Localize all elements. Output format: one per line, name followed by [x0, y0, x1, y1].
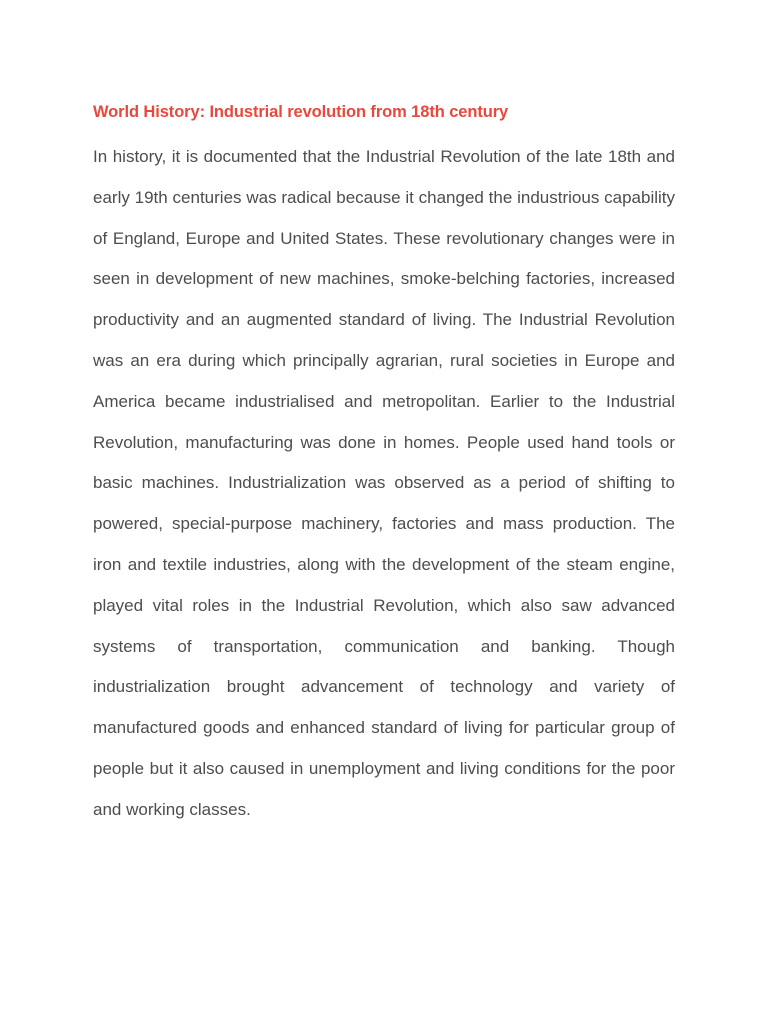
document-body-paragraph: In history, it is documented that the Industrial Revolution of the late 18th and early 19th centuries was radical because it changed the industrious capability of England, Europe and United States. These revolutionary changes were in seen in development of new machines, smoke-belching factories, increased productivity and an augmented standard of living. The Industrial Revolution was an era during which principally agrarian, rural societies in Europe and America became industrialised and metropolitan. Earlier to the Industrial Revolution, manufacturing was done in homes. People used hand tools or basic machines. Industrialization was observed as a period of shifting to powered, special-purpose machinery, factories and mass production. The iron and textile industries, along with the development of the steam engine, played vital roles in the Industrial Revolution, which also saw advanced systems of transportation, communication and banking. Though industrialization brought advancement of technology and variety of manufactured goods and enhanced standard of living for particular group of people but it also caused in unemployment and living conditions for the poor and working classes. [93, 147, 675, 819]
document-title: World History: Industrial revolution from 18th century [93, 103, 509, 121]
document-content [93, 100, 675, 831]
